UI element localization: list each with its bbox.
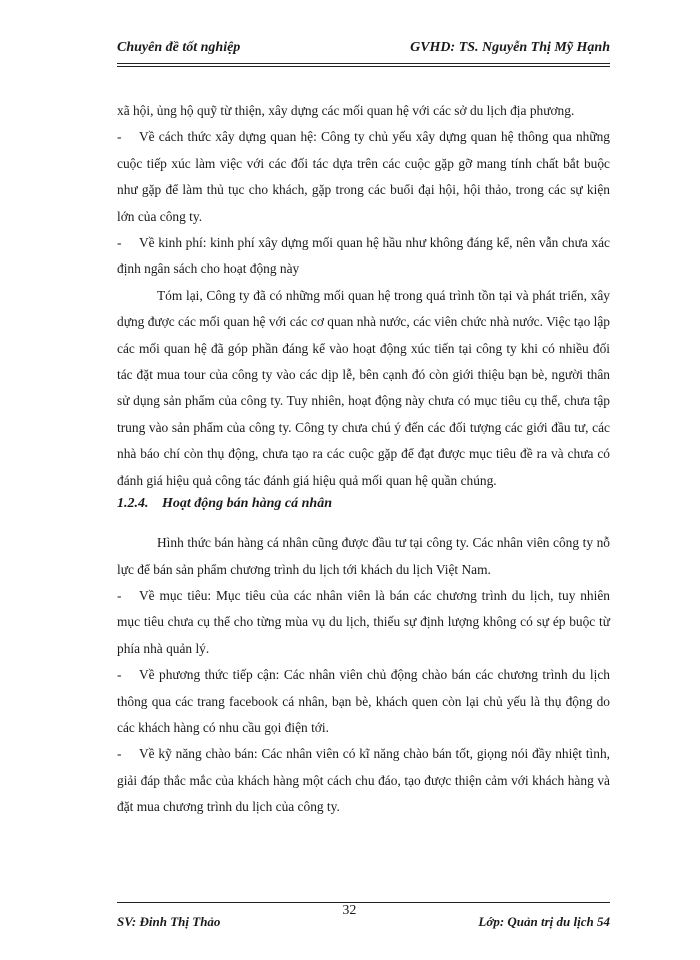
paragraph-summary: Tóm lại, Công ty đã có những mối quan hệ trong quá trình tồn tại và phát triển, xây dựng được các mối quan hệ với các cơ quan nhà nước, các viên chức nhà nước. Việc tạo lập các mối quan hệ đã góp phần đáng kể vào hoạt động xúc tiến tại công ty khi có nhiều đối tác đặt mua tour của công ty vào các dịp lễ, bên cạnh đó còn giới thiệu bạn bè, người thân sử dụng sản phẩm của công ty. Tuy nhiên, hoạt động này chưa có mục tiêu cụ thể, chưa tập trung vào sản phẩm của công ty. Công ty chưa chú ý đến các đối tượng các giới đầu tư, các nhà báo chí còn thụ động, chưa tạo ra các cuộc gặp để đạt được mục tiêu đề ra và chưa có đánh giá hiệu quả công tác đánh giá hiệu quả mối quan hệ quần chúng. [117,287,610,488]
header-rule [117,63,610,67]
bullet-selling-skills: - Về kỹ năng chào bán: Các nhân viên có kĩ năng chào bán tốt, giọng nói đầy nhiệt tình, giải đáp thắc mắc của khách hàng một cách chu đáo, tạo được thiện cảm với khách hàng và đặt mua chương trình du lịch của công ty. [117,741,610,820]
paragraph-personal-selling-intro: Hình thức bán hàng cá nhân cũng được đầu tư tại công ty. Các nhân viên công ty nỗ lực để bán sản phẩm chương trình du lịch tới khách du lịch Việt Nam. [117,535,610,577]
header-left-title: Chuyên đề tốt nghiệp [117,40,241,55]
section-number: 1.2.4. [117,496,149,512]
bullet-approach: - Về phương thức tiếp cận: Các nhân viên chủ động chào bán các chương trình du lịch thông qua các trang facebook cá nhân, bạn bè, khách quen còn lại chủ yếu là thụ động do các khách hàng có nhu cầu gọi điện tới. [117,662,610,741]
bullet-dash: - [117,587,122,603]
paragraph-continuation: xã hội, ủng hộ quỹ từ thiện, xây dựng các mối quan hệ với các sở du lịch địa phương. [117,103,575,118]
page-footer [117,903,610,930]
bullet-budget: - Về kinh phí: kinh phí xây dựng mối quan hệ hầu như không đáng kể, nên vẫn chưa xác định ngân sách cho hoạt động này [117,230,610,283]
document-body [117,98,610,821]
footer-student: SV: Đinh Thị Thảo [117,914,221,929]
page-number: 32 [342,903,357,918]
bullet-objectives: - Về mục tiêu: Mục tiêu của các nhân viên là bán các chương trình du lịch, tuy nhiên mục tiêu chưa cụ thể cho từng mùa vụ du lịch, thiếu sự định lượng không có sự ép buộc từ phía nhà quản lý. [117,583,610,662]
header-right-advisor: GVHD: TS. Nguyễn Thị Mỹ Hạnh [410,40,610,55]
section-title: Hoạt động bán hàng cá nhân [162,496,332,512]
bullet-dash: - [117,235,122,251]
section-heading [117,494,610,514]
page-header [117,40,610,56]
bullet-relationship-method: - Về cách thức xây dựng quan hệ: Công ty chủ yếu xây dựng quan hệ thông qua những cuộc tiếp xúc làm việc với các đối tác dựa trên các cuộc gặp gỡ mang tính chất bắt buộc như gặp để làm thủ tục cho khách, gặp trong các buổi đại hội, hội thảo, trong các sự kiện lớn của công ty. [117,124,610,230]
bullet-dash: - [117,746,122,762]
footer-class: Lớp: Quản trị du lịch 54 [478,914,610,929]
bullet-dash: - [117,129,122,145]
bullet-dash: - [117,667,122,683]
